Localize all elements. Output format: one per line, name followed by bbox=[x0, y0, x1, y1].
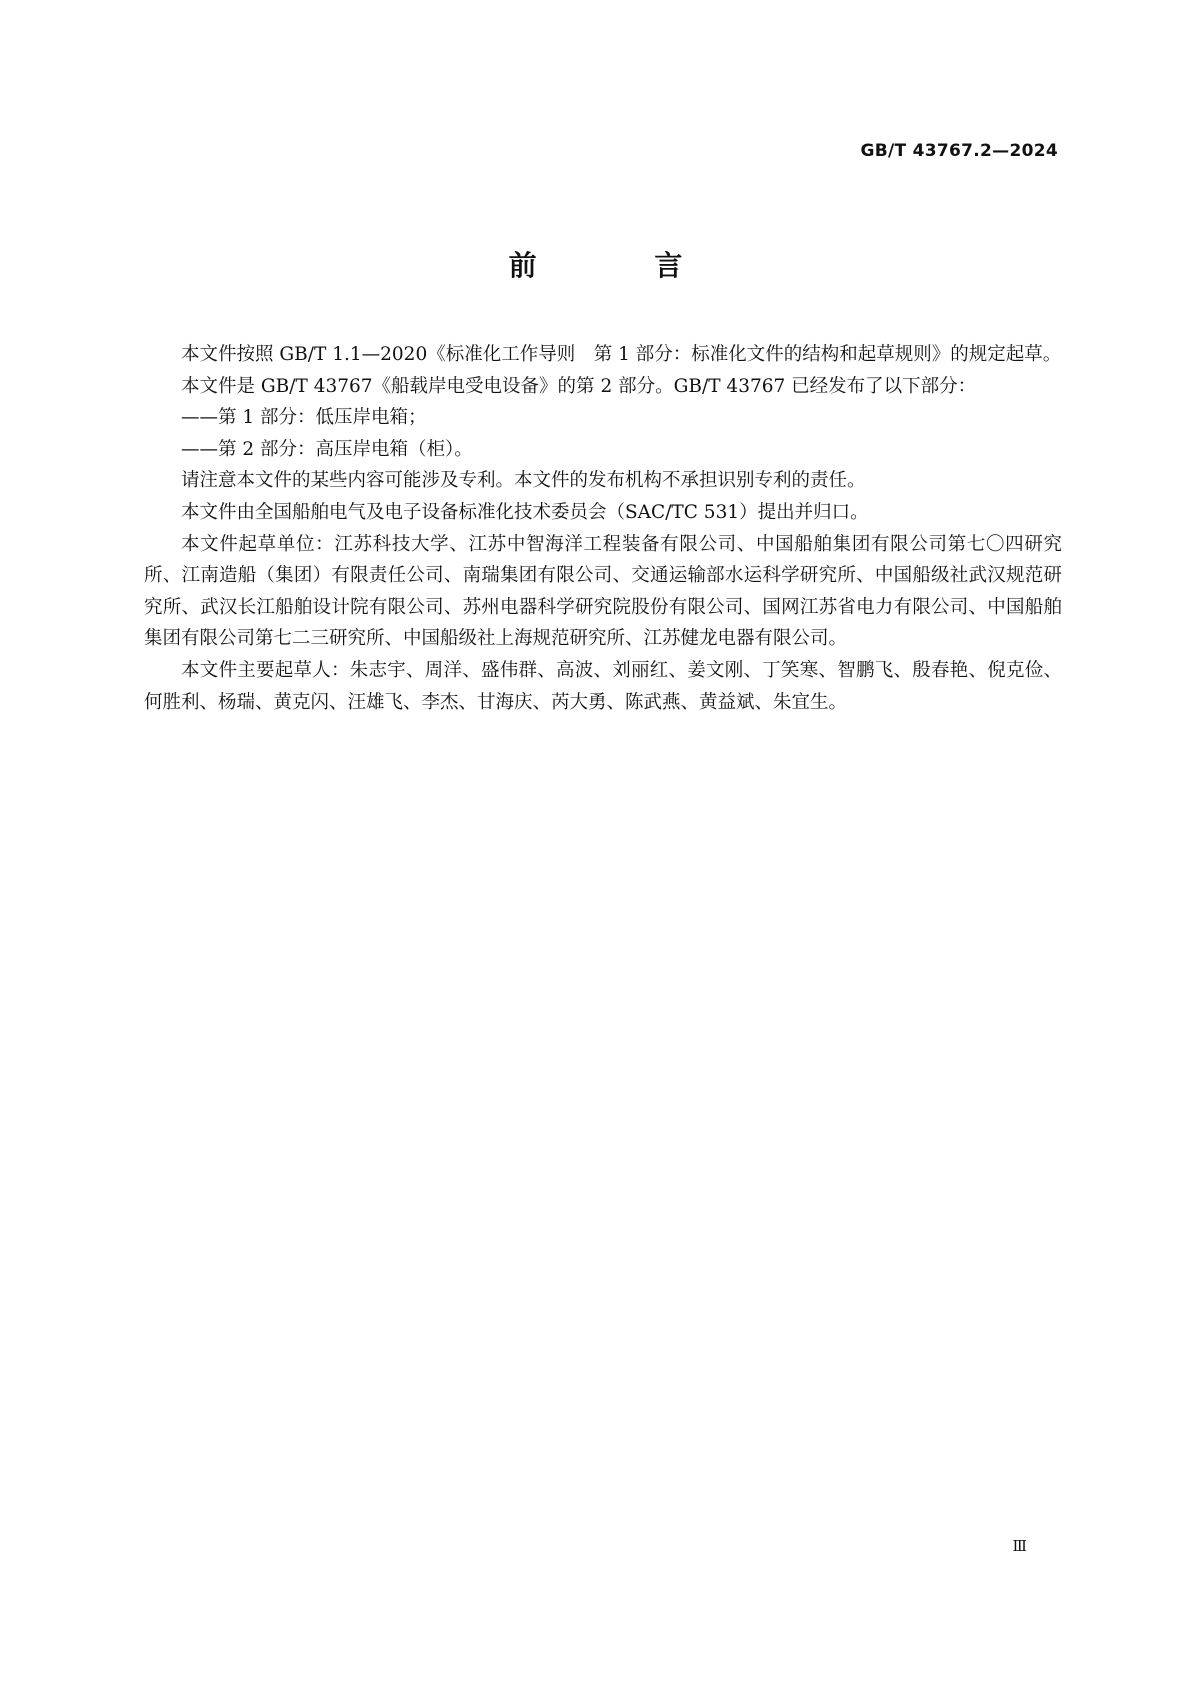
paragraph-patent-notice: 请注意本文件的某些内容可能涉及专利。本文件的发布机构不承担识别专利的责任。 bbox=[181, 470, 866, 492]
paragraph-series-intro: 本文件是 GB/T 43767《船载岸电受电设备》的第 2 部分。GB/T 43767 已经发布了以下部分： bbox=[181, 375, 977, 397]
paragraph-drafting-rules: 本文件按照 GB/T 1.1—2020《标准化工作导则 第 1 部分：标准化文件的结构和起草规则》的规定起草。 bbox=[181, 344, 1062, 365]
paragraph-drafters: 本文件主要起草人：朱志宇、周洋、盛伟群、高波、刘丽红、姜文刚、丁笑寒、智鹏飞、殷春艳、倪克俭、何胜利、杨瑞、黄克闪、汪雄飞、李杰、甘海庆、芮大勇、陈武燕、黄益斌、朱宜生。 bbox=[144, 659, 1062, 713]
list-item-part-1: ——第 1 部分：低压岸电箱； bbox=[181, 407, 427, 429]
standard-code: GB/T 43767.2—2024 bbox=[860, 141, 1058, 161]
document-body bbox=[144, 339, 1062, 718]
paragraph-committee: 本文件由全国船舶电气及电子设备标准化技术委员会（SAC/TC 531）提出并归口。 bbox=[181, 501, 869, 523]
page-number: Ⅲ bbox=[1012, 1537, 1027, 1555]
page-title: 前 言 bbox=[508, 249, 737, 282]
list-item-part-2: ——第 2 部分：高压岸电箱（柜）。 bbox=[181, 438, 473, 460]
paragraph-drafting-units: 本文件起草单位：江苏科技大学、江苏中智海洋工程装备有限公司、中国船舶集团有限公司第七〇四研究所、江南造船（集团）有限责任公司、南瑞集团有限公司、交通运输部水运科学研究所、中国船级社武汉规范研究所、武汉长江船舶设计院有限公司、苏州电器科学研究院股份有限公司、国网江苏省电力有限公司、中国船舶集团有限公司第七二三研究所、中国船级社上海规范研究所、江苏健龙电器有限公司。 bbox=[144, 533, 1062, 650]
